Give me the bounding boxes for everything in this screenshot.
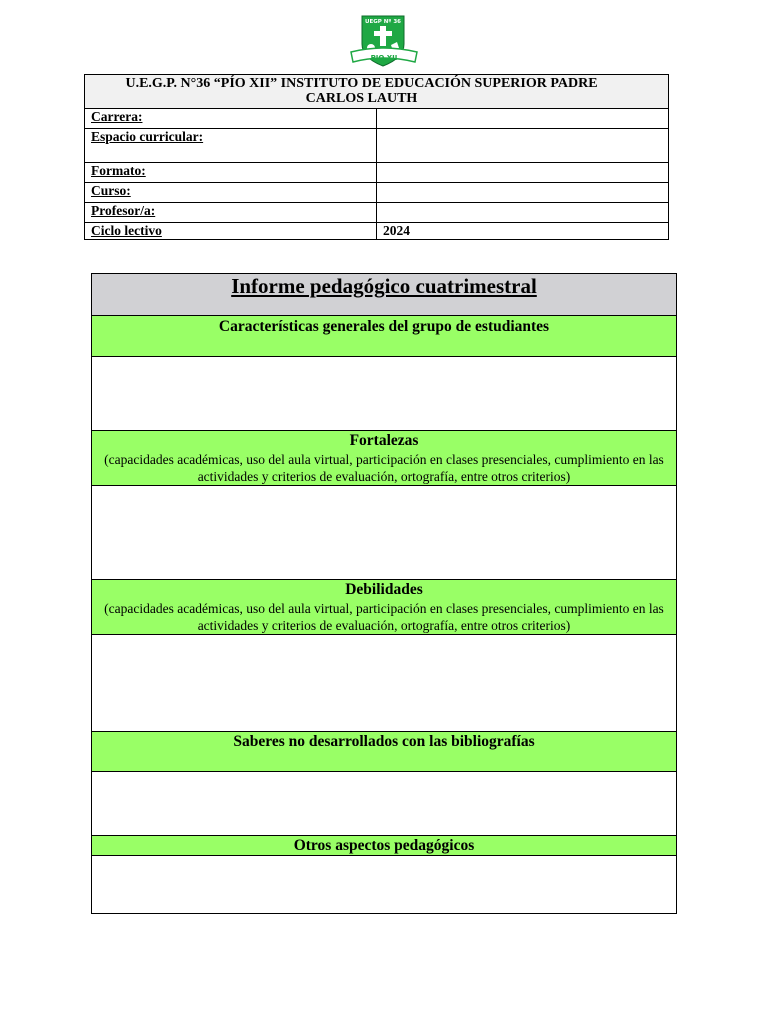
- section-heading-text: Características generales del grupo de estudiantes: [218, 318, 550, 335]
- section-body-caracteristicas[interactable]: [92, 357, 677, 431]
- info-row-formato: [85, 163, 669, 183]
- report-title: [92, 274, 677, 316]
- info-value-field[interactable]: [377, 129, 669, 163]
- info-row-espacio-curricular: [85, 129, 669, 163]
- report-title-text: Informe pedagógico cuatrimestral: [231, 274, 537, 298]
- info-label: Ciclo lectivo: [85, 223, 377, 240]
- section-heading-text: Debilidades: [345, 581, 423, 598]
- section-heading-debilidades: [92, 580, 677, 635]
- section-heading-text: Saberes no desarrollados con las bibliografías: [233, 733, 535, 750]
- info-row-curso: [85, 183, 669, 203]
- section-heading-otros: [92, 836, 677, 856]
- school-logo: [349, 14, 419, 70]
- info-value-field[interactable]: [377, 203, 669, 223]
- logo-top-text: UEGP Nº 36: [365, 19, 401, 25]
- info-label: Carrera:: [85, 109, 377, 129]
- info-label: Curso:: [85, 183, 377, 203]
- info-value-field[interactable]: [377, 163, 669, 183]
- section-body-fortalezas[interactable]: [92, 486, 677, 580]
- info-value-field[interactable]: [377, 109, 669, 129]
- section-heading-text: Otros aspectos pedagógicos: [293, 837, 475, 854]
- info-label: Profesor/a:: [85, 203, 377, 223]
- course-info-table: [84, 74, 669, 240]
- section-body-saberes[interactable]: [92, 772, 677, 836]
- institution-title: U.E.G.P. N°36 “PÍO XII” INSTITUTO DE EDUCACIÓN SUPERIOR PADRE CARLOS LAUTH: [85, 75, 669, 109]
- logo-ribbon-text: PIO XII: [370, 54, 398, 62]
- section-subtext: (capacidades académicas, uso del aula virtual, participación en clases presenciales, cumplimiento en las actividades y criterios de evaluación, ortografía, entre otros criterios): [104, 452, 664, 484]
- section-heading-fortalezas: [92, 431, 677, 486]
- section-heading-saberes: [92, 732, 677, 772]
- section-body-debilidades[interactable]: [92, 635, 677, 732]
- info-row-ciclo-lectivo: [85, 223, 669, 240]
- section-heading-text: Fortalezas: [349, 432, 419, 449]
- info-label: Espacio curricular:: [85, 129, 377, 163]
- info-value-field[interactable]: 2024: [377, 223, 669, 240]
- info-value-field[interactable]: [377, 183, 669, 203]
- info-row-profesor: [85, 203, 669, 223]
- section-subtext: (capacidades académicas, uso del aula virtual, participación en clases presenciales, cumplimiento en las actividades y criterios de evaluación, ortografía, entre otros criterios): [104, 601, 664, 633]
- report-table: [91, 273, 677, 914]
- section-body-otros[interactable]: [92, 856, 677, 914]
- info-row-carrera: [85, 109, 669, 129]
- info-label: Formato:: [85, 163, 377, 183]
- section-heading-caracteristicas: [92, 316, 677, 357]
